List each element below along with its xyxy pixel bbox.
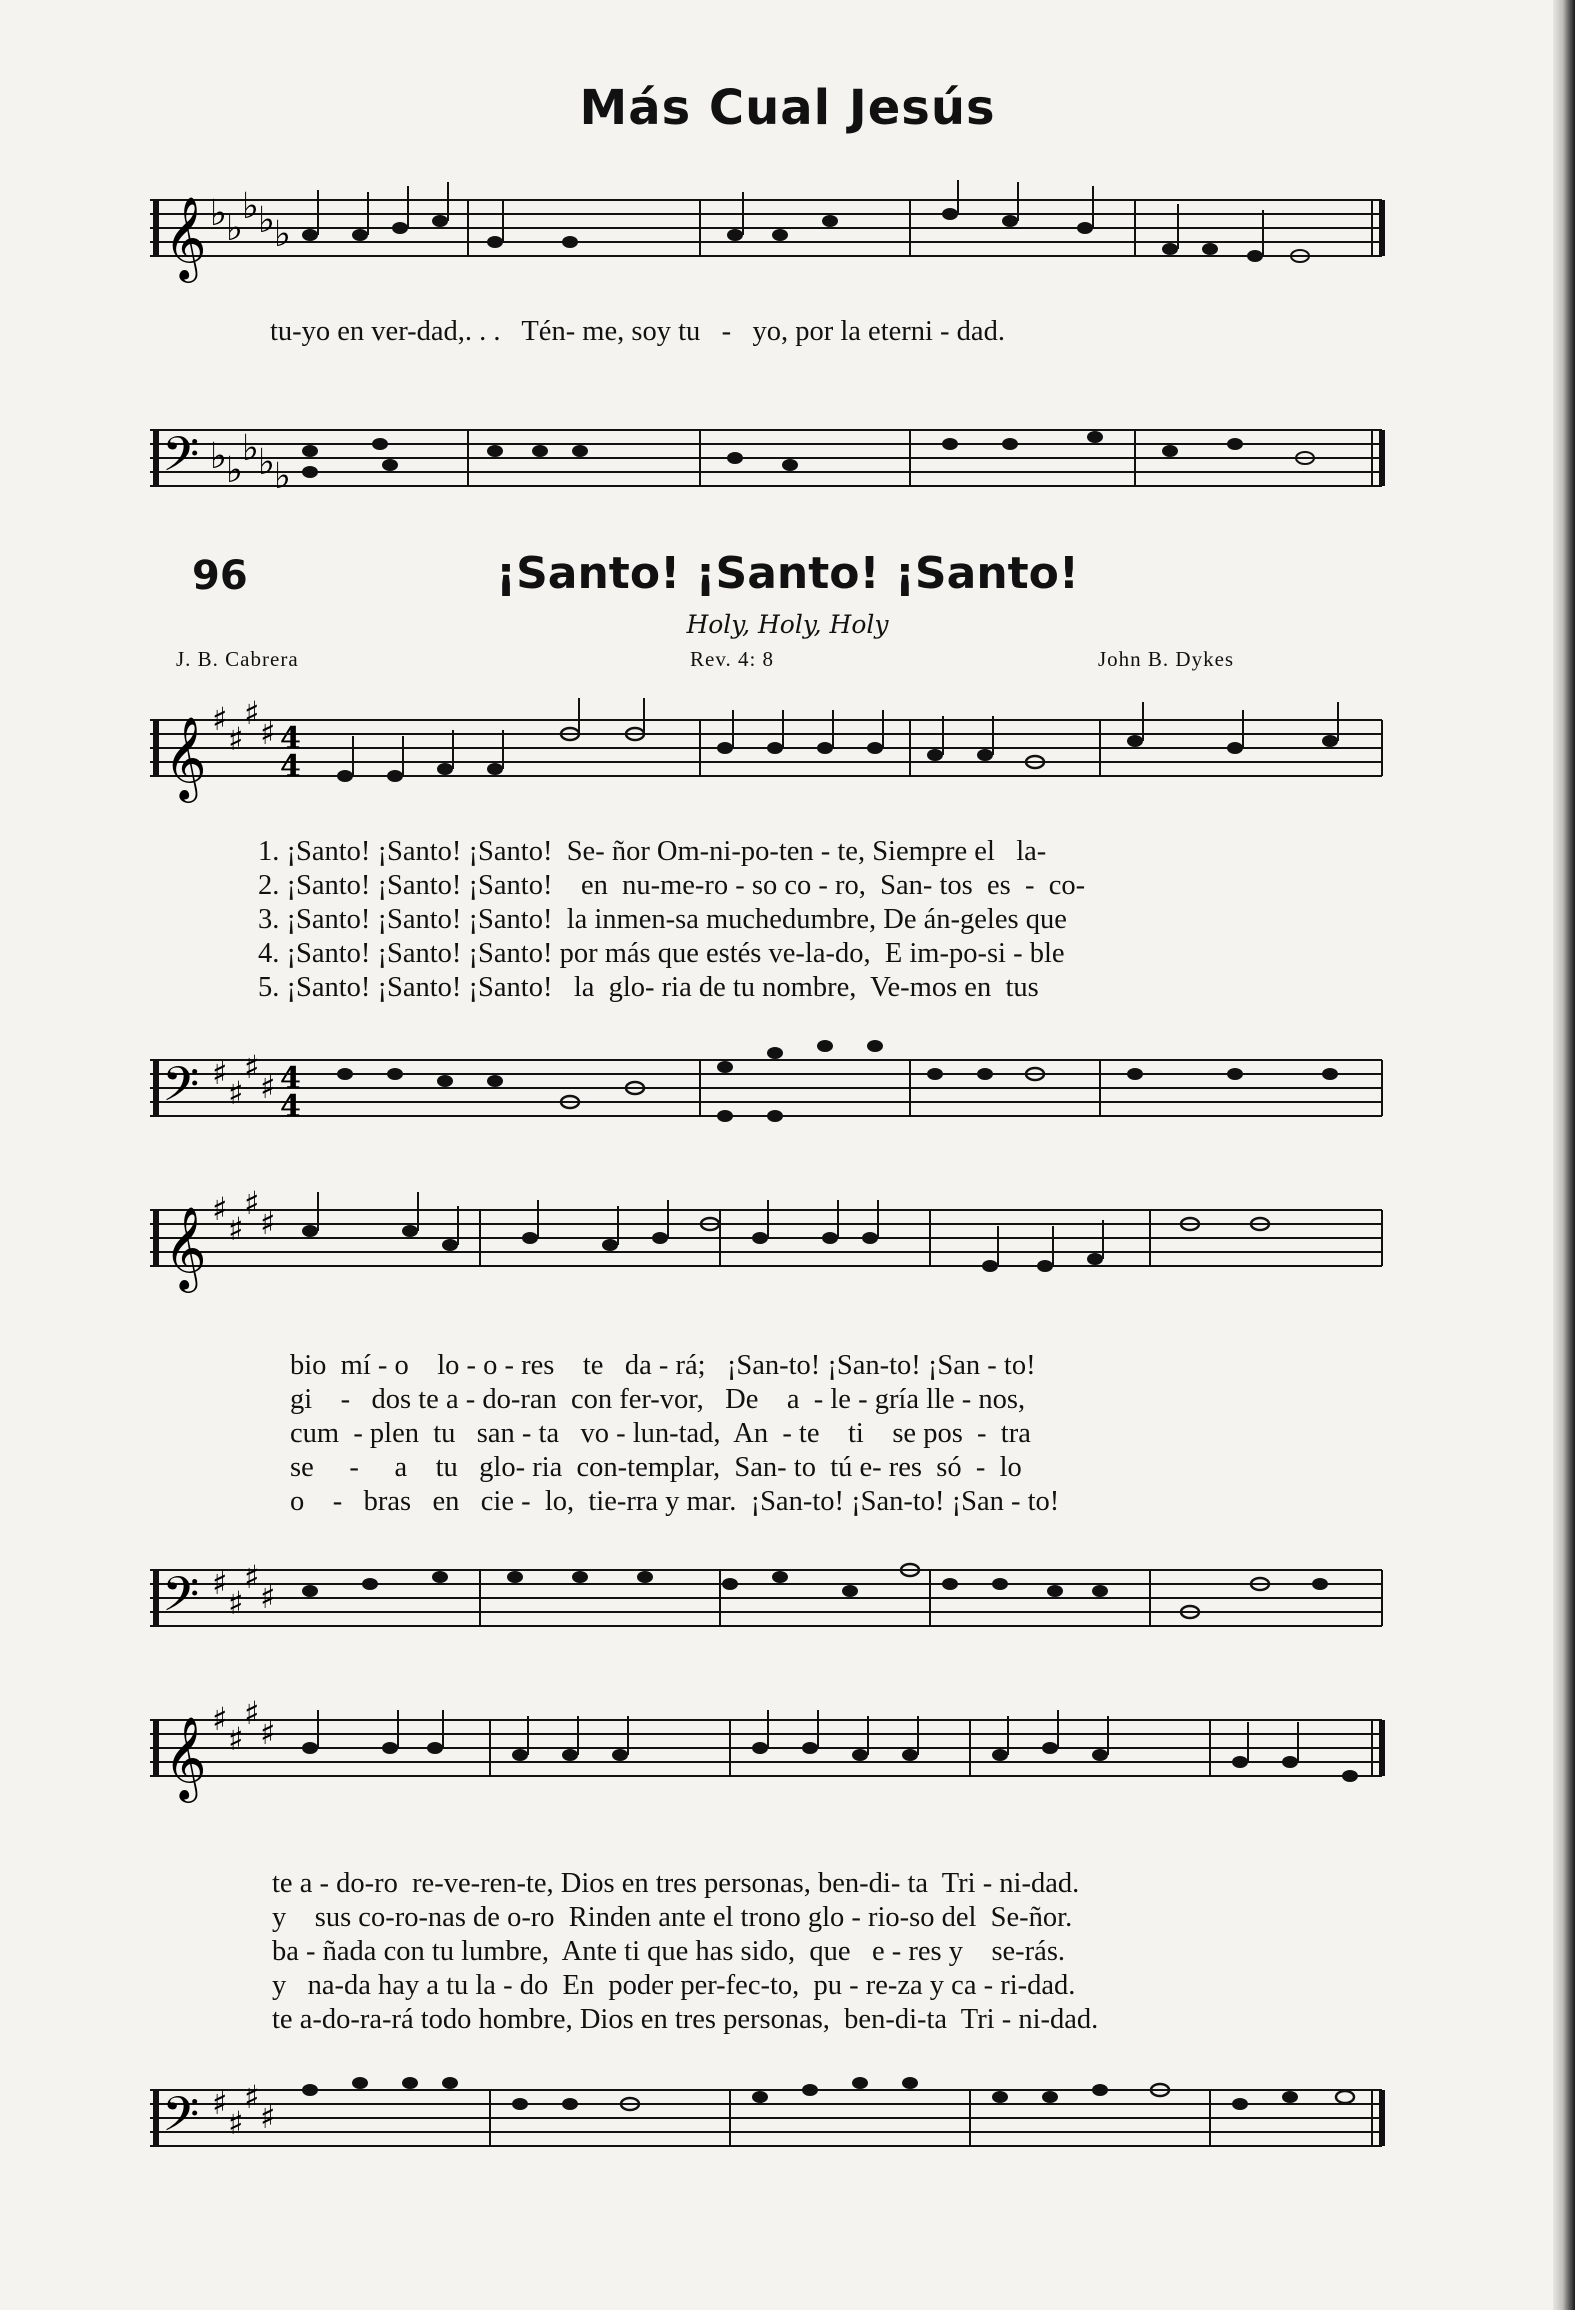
verse-4-line-1: 4. ¡Santo! ¡Santo! ¡Santo! por más que estés ve-la-do, E im-po-si - ble [258,938,1065,969]
system2-bass-staff [150,1530,1390,1670]
verse-3-line-1: 3. ¡Santo! ¡Santo! ¡Santo! la inmen-sa muchedumbre, De án-geles que [258,904,1067,935]
verse-4-line-2: se - a tu glo- ria con-templar, San- to tú e- res só - lo [290,1452,1022,1483]
verse-1-line-2: bio mí - o lo - o - res te da - rá; ¡San-to! ¡San-to! ¡San - to! [290,1350,1036,1381]
svg-text:4: 4 [280,749,301,784]
svg-text:♯: ♯ [212,1700,228,1738]
svg-text:♭: ♭ [258,200,275,241]
svg-text:♯: ♯ [260,714,276,752]
verse-5-line-3: te a-do-ra-rá todo hombre, Dios en tres personas, ben-di-ta Tri - ni-dad. [272,2004,1099,2035]
svg-text:♯: ♯ [212,1054,228,1092]
svg-text:♭: ♭ [226,208,243,249]
svg-text:♯: ♯ [228,1210,244,1248]
svg-text:♯: ♯ [244,1184,260,1222]
svg-text:♭: ♭ [258,442,275,483]
composer-credit: John B. Dykes [1098,647,1235,671]
svg-text:♯: ♯ [228,2104,244,2142]
svg-text:♯: ♯ [260,1068,276,1106]
svg-text:♯: ♯ [244,1558,260,1596]
svg-text:♯: ♯ [228,720,244,758]
verse-2-line-2: gi - dos te a - do-ran con fer-vor, De a - le - gría lle - nos, [290,1384,1026,1415]
svg-text:4: 4 [280,1089,301,1124]
svg-text:♯: ♯ [260,1204,276,1242]
svg-text:𝄢: 𝄢 [162,1566,200,1634]
svg-text:♭: ♭ [242,428,259,469]
svg-text:♯: ♯ [244,694,260,732]
verse-2-line-3: y sus co-ro-nas de o-ro Rinden ante el trono glo - rio-so del Se-ñor. [272,1902,1073,1933]
verse-1-line-3: te a - do-ro re-ve-ren-te, Dios en tres personas, ben-di- ta Tri - ni-dad. [272,1868,1080,1899]
lyricist-credit: J. B. Cabrera [176,647,299,671]
previous-hymn-title: Más Cual Jesús [579,80,996,136]
svg-text:4: 4 [280,721,301,756]
svg-text:♭: ♭ [226,450,243,491]
svg-text:♯: ♯ [228,1074,244,1112]
svg-text:♯: ♯ [244,2078,260,2116]
svg-text:𝄢: 𝄢 [162,2086,200,2154]
svg-text:𝄞: 𝄞 [164,715,207,799]
svg-text:♯: ♯ [260,1714,276,1752]
verse-5-line-2: o - bras en cie - lo, tie-rra y mar. ¡San-to! ¡San-to! ¡San - to! [290,1486,1060,1517]
svg-text:𝄞: 𝄞 [164,195,207,279]
system3-treble-staff [150,1690,1390,1830]
svg-text:♭: ♭ [210,193,227,234]
previous-hymn-lyrics: tu-yo en ver-dad,. . . Tén- me, soy tu - yo, por la eterni - dad. [270,316,1005,347]
prev-bass-staff [150,400,1390,520]
page-edge [1553,0,1575,2310]
svg-text:♭: ♭ [274,456,291,497]
scripture-reference: Rev. 4: 8 [690,647,775,671]
svg-text:♯: ♯ [260,1578,276,1616]
hymn-number: 96 [192,553,248,599]
svg-text:𝄞: 𝄞 [164,1205,207,1289]
svg-text:♯: ♯ [212,1564,228,1602]
svg-text:♯: ♯ [212,1190,228,1228]
verse-3-line-2: cum - plen tu san - ta vo - lun-tad, An - te ti se pos - tra [290,1418,1031,1449]
verse-1-line-1: 1. ¡Santo! ¡Santo! ¡Santo! Se- ñor Om-ni-po-ten - te, Siempre el la- [258,836,1047,867]
hymn-subtitle: Holy, Holy, Holy [686,610,889,639]
svg-text:♯: ♯ [228,1720,244,1758]
system1-treble-staff [150,690,1390,830]
verse-5-line-1: 5. ¡Santo! ¡Santo! ¡Santo! la glo- ria de tu nombre, Ve-mos en tus [258,972,1039,1003]
svg-text:♯: ♯ [260,2098,276,2136]
svg-text:𝄢: 𝄢 [162,1056,200,1124]
svg-text:♯: ♯ [228,1584,244,1622]
system3-bass-staff [150,2050,1390,2190]
svg-text:♭: ♭ [242,186,259,227]
svg-text:♯: ♯ [212,2084,228,2122]
verse-3-line-3: ba - ñada con tu lumbre, Ante ti que has sido, que e - res y se-rás. [272,1936,1066,1967]
system2-treble-staff [150,1180,1390,1320]
prev-treble-staff [150,180,1390,300]
svg-text:𝄢: 𝄢 [162,426,200,494]
verse-2-line-1: 2. ¡Santo! ¡Santo! ¡Santo! en nu-me-ro - so co - ro, San- tos es - co- [258,870,1086,901]
svg-text:♭: ♭ [274,214,291,255]
hymn-title: ¡Santo! ¡Santo! ¡Santo! [496,548,1079,599]
svg-text:♯: ♯ [244,1694,260,1732]
verse-4-line-3: y na-da hay a tu la - do En poder per-fec-to, pu - re-za y ca - ri-dad. [272,1970,1076,2001]
svg-text:𝄞: 𝄞 [164,1715,207,1799]
system1-bass-staff [150,1020,1390,1160]
svg-text:♭: ♭ [210,436,227,477]
svg-text:♯: ♯ [244,1048,260,1086]
svg-text:4: 4 [280,1061,301,1096]
svg-text:♯: ♯ [212,700,228,738]
